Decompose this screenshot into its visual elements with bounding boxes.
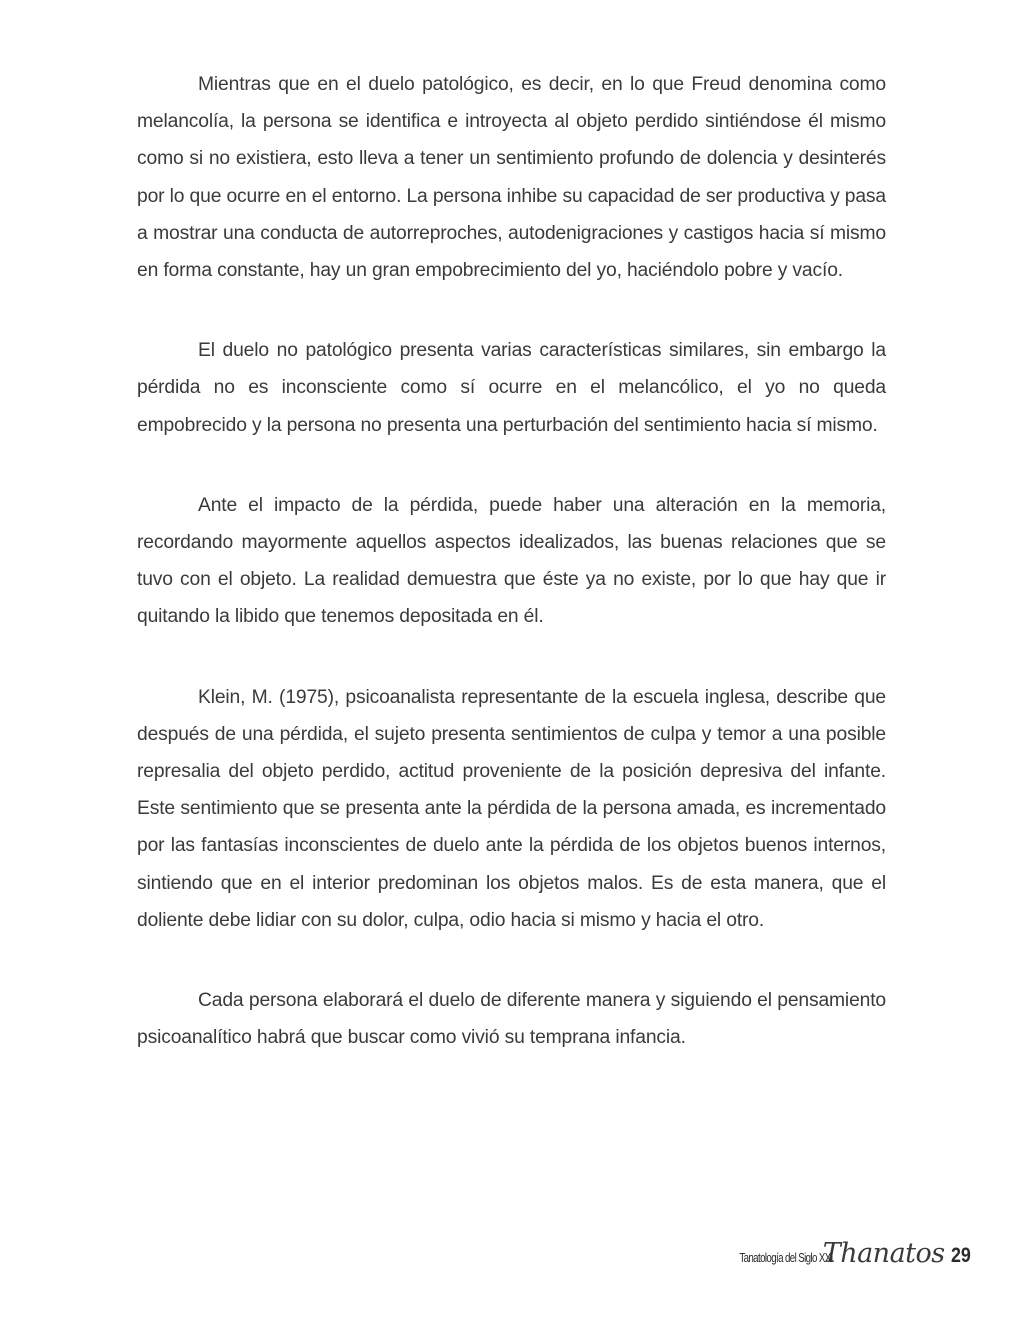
page-body xyxy=(137,66,886,1056)
paragraph: Cada persona elaborará el duelo de diferente manera y siguiendo el pensamiento psicoanalítico habrá que buscar como vivió su temprana infancia. xyxy=(137,990,886,1049)
paragraph: El duelo no patológico presenta varias características similares, sin embargo la pérdida no es inconsciente como sí ocurre en el melancólico, el yo no queda empobrecido y la persona no presenta una perturbación del sentimiento hacia sí mismo. xyxy=(137,340,886,436)
page-number: 29 xyxy=(950,1244,971,1267)
paragraph: Mientras que en el duelo patológico, es decir, en lo que Freud denomina como melancolía, la persona se identifica e introyecta al objeto perdido sintiéndose él mismo como si no existiera, esto lleva a tener un sentimiento profundo de dolencia y desinterés por lo que ocurre en el entorno. La persona inhibe su capacidad de ser productiva y pasa a mostrar una conducta de autorreproches, autodenigraciones y castigos hacia sí mismo en forma constante, hay un gran empobrecimiento del yo, haciéndolo pobre y vacío. xyxy=(137,74,886,282)
footer-brand-logo: Thanatos xyxy=(822,1238,945,1269)
paragraph: Klein, M. (1975), psicoanalista representante de la escuela inglesa, describe que después de una pérdida, el sujeto presenta sentimientos de culpa y temor a una posible represalia del objeto perdido, actitud proveniente de la posición depresiva del infante. Este sentimiento que se presenta ante la pérdida de la persona amada, es incrementado por las fantasías inconscientes de duelo ante la pérdida de los objetos buenos internos, sintiendo que en el interior predominan los objetos malos. Es de esta manera, que el doliente debe lidiar con su dolor, culpa, odio hacia si mismo y hacia el otro. xyxy=(137,686,886,931)
paragraph: Ante el impacto de la pérdida, puede haber una alteración en la memoria, recordando mayormente aquellos aspectos idealizados, las buenas relaciones que se tuvo con el objeto. La realidad demuestra que éste ya no existe, por lo que hay que ir quitando la libido que tenemos depositada en él. xyxy=(137,494,886,628)
page-footer xyxy=(713,1238,974,1269)
footer-series-title: Tanatología del Siglo XXI xyxy=(739,1251,833,1265)
